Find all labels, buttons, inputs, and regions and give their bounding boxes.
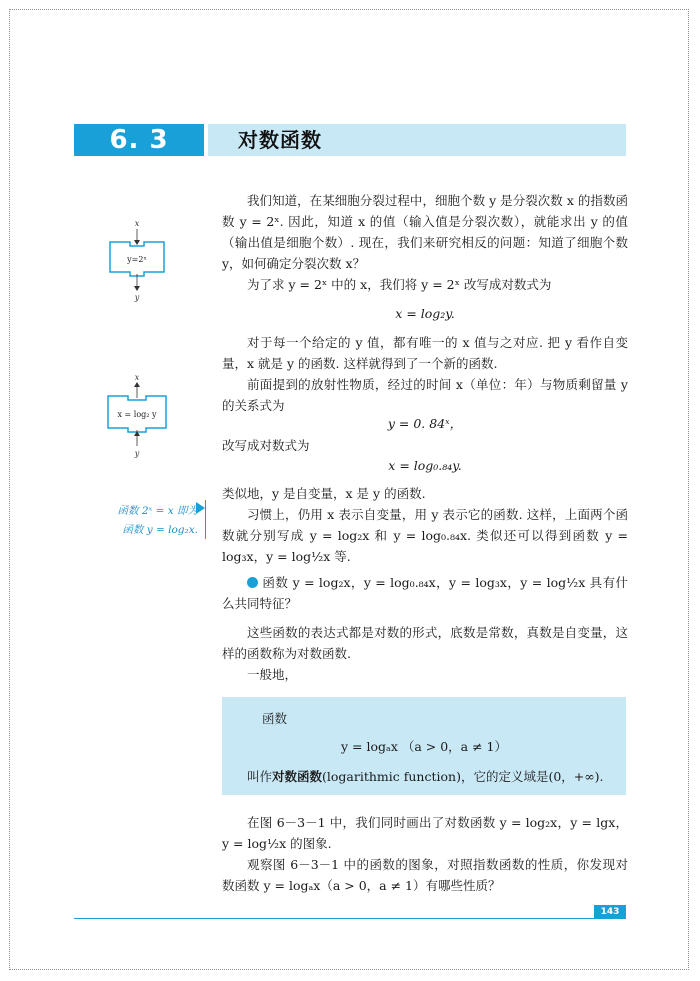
fig2-middle-label: x = log₂ y <box>117 410 157 419</box>
section-title: 对数函数 <box>238 128 322 152</box>
paragraph-generally: 一般地， <box>247 667 298 682</box>
fig2-top-label: x <box>134 373 140 382</box>
paragraph-rewrite-2: 改写成对数式为 <box>222 438 310 453</box>
margin-note <box>58 502 198 540</box>
margin-note-line2: 函数 y = log₂x. <box>122 524 198 536</box>
page-number: 143 <box>594 905 626 919</box>
paragraph-definition-lead: 这些函数的表达式都是对数的形式，底数是常数，真数是自变量，这样的函数称为对数函数. <box>222 625 628 661</box>
question-dot-icon <box>247 577 258 588</box>
definition-term: 对数函数 <box>272 769 323 784</box>
paragraph-similarly: 类似地，y 是自变量，x 是 y 的函数. <box>222 486 426 501</box>
question-common-feature <box>222 572 628 614</box>
margin-note-bracket <box>200 500 206 539</box>
function-machine-figure-exp <box>100 216 180 304</box>
question-text: 函数 y = log₂x，y = log₀.₈₄x，y = log₃x，y = log½x 具有什么共同特征？ <box>222 575 628 611</box>
equation-log084: x = log₀.₈₄y. <box>388 458 462 473</box>
definition-statement <box>247 767 604 785</box>
section-number: 6. 3 <box>74 124 204 156</box>
margin-note-line1: 函数 2ˣ = x 即为 <box>117 505 198 517</box>
paragraph-convention: 习惯上，仍用 x 表示自变量，用 y 表示它的函数. 这样，上面两个函数就分别写成 y = log₂x 和 y = log₀.₈₄x. 类似还可以得到函数 y = log₃x，y = log½x 等. <box>222 507 628 564</box>
paragraph-correspondence: 对于每一个给定的 y 值，都有唯一的 x 值与之对应. 把 y 看作自变量，x 就是 y 的函数. 这样就得到了一个新的函数. <box>222 335 628 371</box>
definition-box <box>222 697 626 795</box>
paragraph-rewrite: 为了求 y = 2ˣ 中的 x，我们将 y = 2ˣ 改写成对数式为 <box>247 277 552 292</box>
paragraph-observe: 观察图 6－3－1 中的函数的图象，对照指数函数的性质，你发现对数函数 y = logₐx（a > 0，a ≠ 1）有哪些性质？ <box>222 857 628 893</box>
definition-text-before: 叫作 <box>247 769 273 784</box>
definition-text-after: (logarithmic function)，它的定义域是(0，+∞). <box>322 769 604 784</box>
fig2-bottom-label: y <box>134 449 140 458</box>
function-machine-figure-log <box>100 370 180 458</box>
paragraph-figure-ref: 在图 6－3－1 中，我们同时画出了对数函数 y = log₂x，y = lgx，y = log½x 的图象. <box>222 815 628 851</box>
footer-rule <box>74 918 626 919</box>
equation-exp-084: y = 0. 84ˣ， <box>387 416 463 431</box>
fig1-top-label: x <box>134 219 140 228</box>
fig1-middle-label: y=2ˣ <box>127 255 147 264</box>
paragraph-intro: 我们知道，在某细胞分裂过程中，细胞个数 y 是分裂次数 x 的指数函数 y = 2ˣ. 因此，知道 x 的值（输入值是分裂次数），就能求出 y 的值（输出值是细胞个数）. 现在，我们来研究相反的问题：知道了细胞个数 y，如何确定分裂次数 x？ <box>222 193 628 271</box>
paragraph-radioactive: 前面提到的放射性物质，经过的时间 x（单位：年）与物质剩留量 y 的关系式为 <box>222 377 628 413</box>
definition-lead: 函数 <box>262 711 288 726</box>
equation-log2: x = log₂y. <box>395 306 455 321</box>
definition-formula: y = logₐx （a > 0，a ≠ 1） <box>340 739 507 754</box>
fig1-bottom-label: y <box>134 293 140 302</box>
